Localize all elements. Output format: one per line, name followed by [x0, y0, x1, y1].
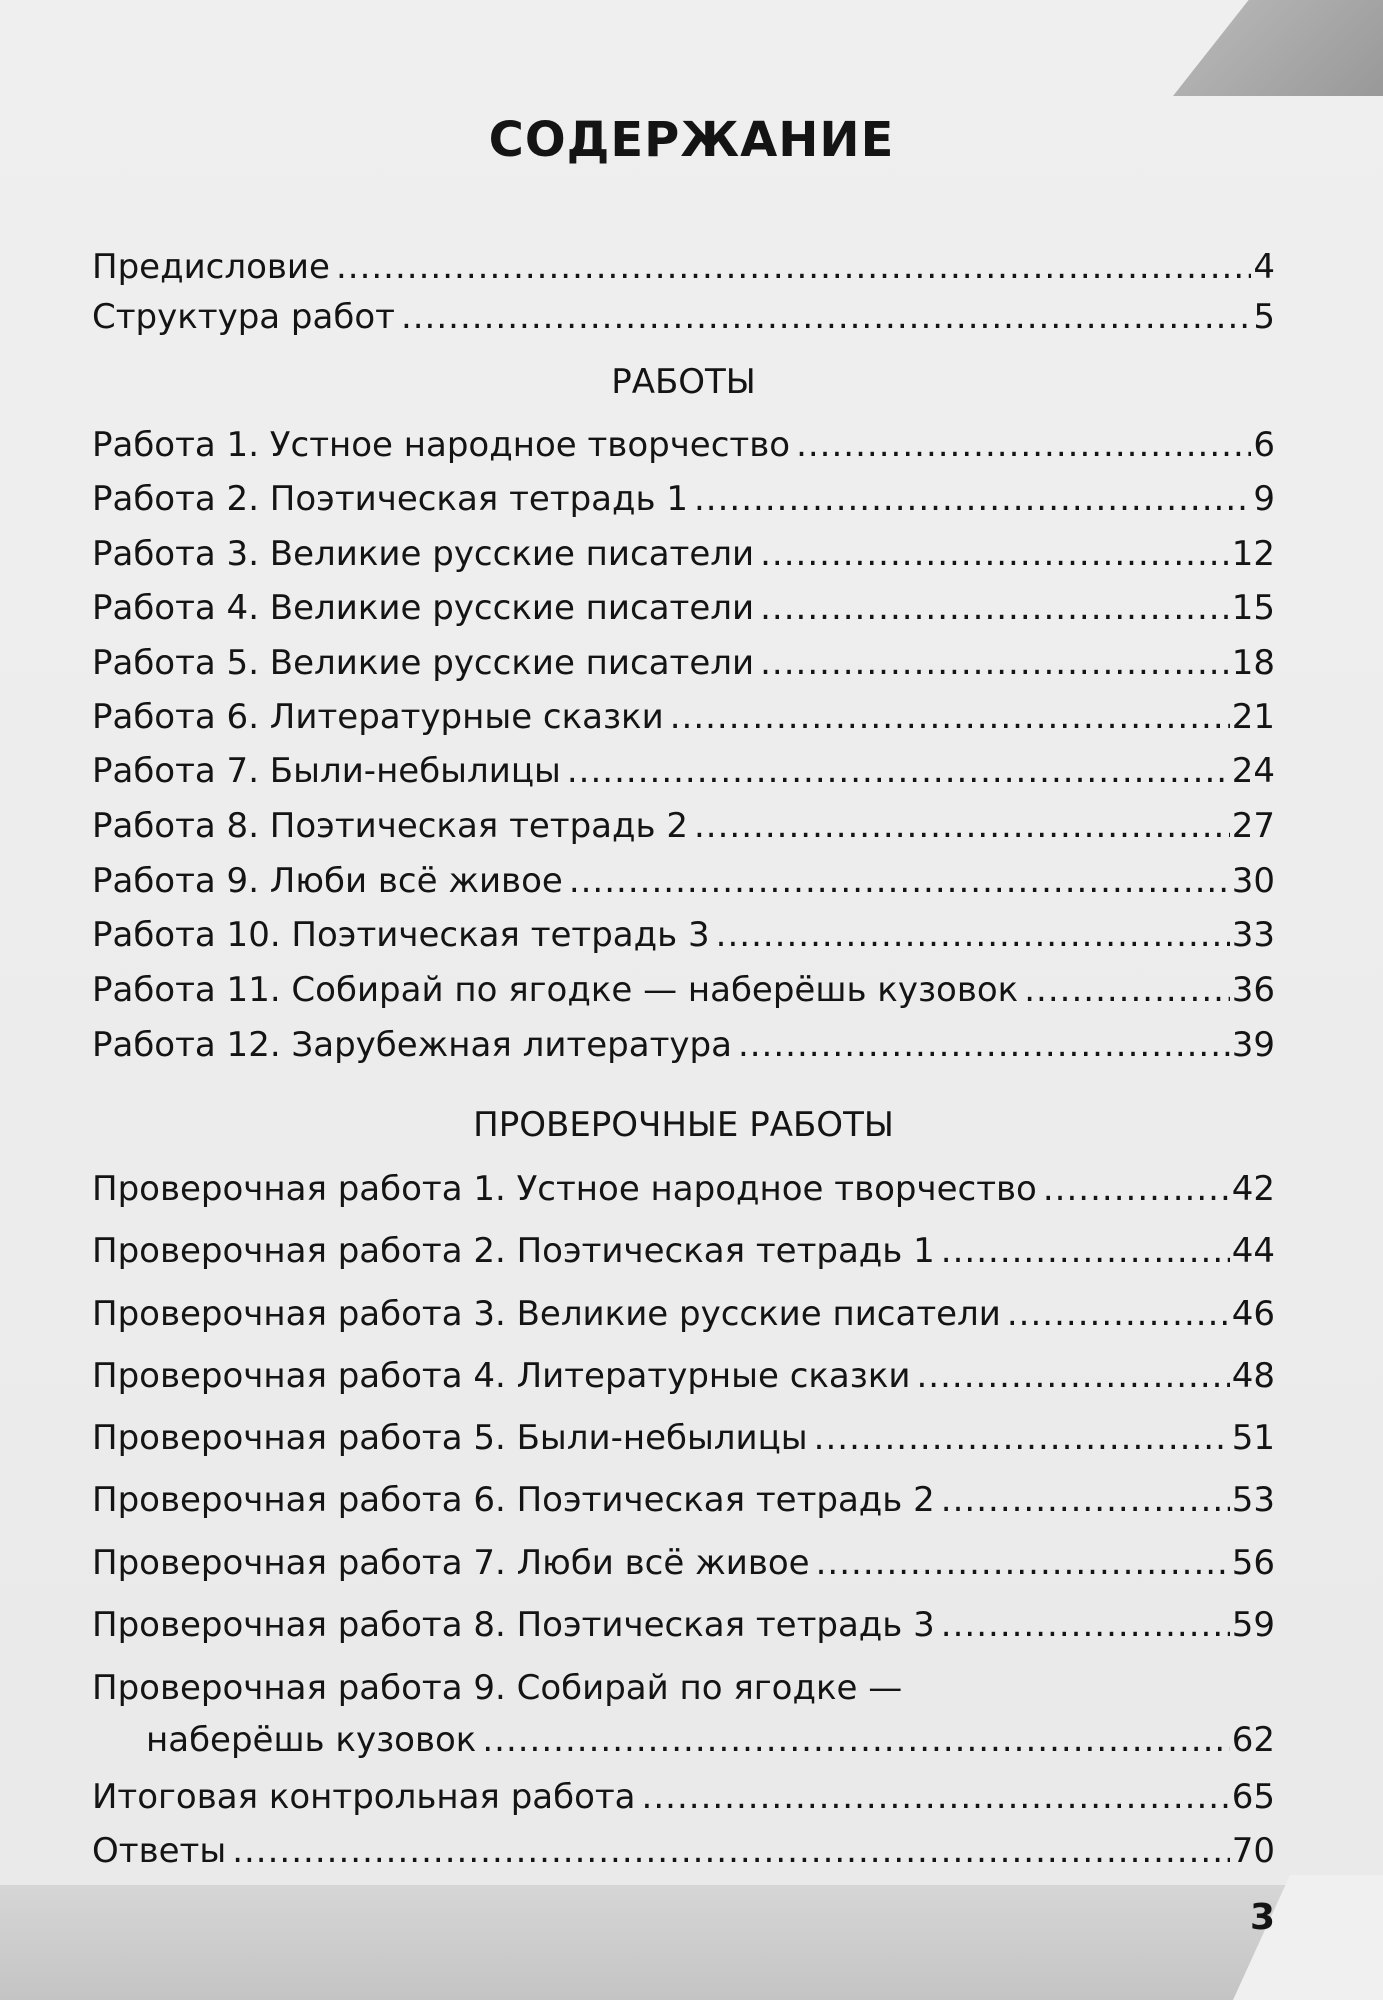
toc-page-number: 62 [1231, 1720, 1275, 1760]
toc-page-number: 9 [1253, 479, 1275, 519]
dot-leader [760, 537, 1230, 571]
toc-page-number: 48 [1231, 1356, 1275, 1396]
toc-item-structure [92, 297, 1275, 337]
toc-item-title: Работа 9. Люби всё живое [92, 861, 563, 901]
toc-item-title: Работа 11. Собирай по ягодке — наберёшь кузовок [92, 970, 1019, 1010]
dot-leader [482, 1723, 1229, 1757]
toc-page-number: 56 [1231, 1543, 1275, 1583]
toc-item-check-7 [92, 1543, 1275, 1583]
corner-decoration [1173, 0, 1383, 96]
toc-page-number: 46 [1231, 1294, 1275, 1334]
toc-item-title: Проверочная работа 6. Поэтическая тетрадь 2 [92, 1480, 935, 1520]
dot-leader [569, 864, 1230, 898]
toc-item-work-9 [92, 861, 1275, 901]
toc-page-number: 15 [1231, 588, 1275, 628]
toc-item-title: Предисловие [92, 247, 330, 287]
toc-item-check-8 [92, 1605, 1275, 1645]
dot-leader [916, 1359, 1229, 1393]
dot-leader [694, 809, 1230, 843]
toc-page-number: 12 [1231, 534, 1275, 574]
toc-page-number: 36 [1231, 970, 1275, 1010]
toc-page-number: 44 [1231, 1231, 1275, 1271]
toc-item-title: Работа 7. Были-небылицы [92, 751, 561, 791]
toc-item-work-3 [92, 534, 1275, 574]
dot-leader [642, 1780, 1230, 1814]
toc-item-title: Работа 10. Поэтическая тетрадь 3 [92, 915, 710, 955]
dot-leader [567, 754, 1230, 788]
dot-leader [336, 250, 1251, 284]
toc-page-number: 39 [1231, 1025, 1275, 1065]
toc-item-title: Работа 12. Зарубежная литература [92, 1025, 732, 1065]
toc-page-number: 65 [1231, 1777, 1275, 1817]
toc-item-work-8 [92, 806, 1275, 846]
toc-item-title: Структура работ [92, 297, 395, 337]
toc-item-check-3 [92, 1294, 1275, 1334]
toc-item-title: Проверочная работа 7. Люби всё живое [92, 1543, 810, 1583]
toc-item-title: Работа 2. Поэтическая тетрадь 1 [92, 479, 688, 519]
toc-item-check-4 [92, 1356, 1275, 1396]
dot-leader [670, 700, 1230, 734]
toc-item-preface [92, 247, 1275, 287]
toc-page-number: 6 [1253, 425, 1275, 465]
toc-item-work-7 [92, 751, 1275, 791]
toc-item-title: Проверочная работа 5. Были-небылицы [92, 1418, 808, 1458]
toc-page-number: 27 [1231, 806, 1275, 846]
section-heading-works: РАБОТЫ [611, 362, 756, 402]
toc-item-title: Проверочная работа 1. Устное народное творчество [92, 1169, 1037, 1209]
dot-leader [401, 300, 1251, 334]
toc-page-number: 21 [1231, 697, 1275, 737]
toc-page-number: 51 [1231, 1418, 1275, 1458]
dot-leader [760, 646, 1230, 680]
toc-item-final-test [92, 1777, 1275, 1817]
toc-item-work-5 [92, 643, 1275, 683]
toc-item-title: Проверочная работа 3. Великие русские писатели [92, 1294, 1001, 1334]
toc-item-title: Работа 1. Устное народное творчество [92, 425, 791, 465]
page-title: СОДЕРЖАНИЕ [488, 112, 895, 168]
toc-page-number: 42 [1231, 1169, 1275, 1209]
dot-leader [738, 1028, 1230, 1062]
dot-leader [760, 591, 1230, 625]
toc-page-number: 24 [1231, 751, 1275, 791]
page-number: 3 [1249, 1897, 1275, 1938]
toc-item-title: Проверочная работа 8. Поэтическая тетрадь 3 [92, 1605, 935, 1645]
toc-item-work-2 [92, 479, 1275, 519]
toc-item-work-10 [92, 915, 1275, 955]
toc-page-number: 70 [1231, 1831, 1275, 1871]
toc-page-number: 4 [1253, 247, 1275, 287]
toc-item-check-5 [92, 1418, 1275, 1458]
toc-item-check-9-line2 [146, 1720, 1275, 1760]
dot-leader [814, 1421, 1230, 1455]
dot-leader [1043, 1172, 1230, 1206]
dot-leader [796, 428, 1251, 462]
toc-item-title: Работа 4. Великие русские писатели [92, 588, 755, 628]
toc-page-number: 33 [1231, 915, 1275, 955]
toc-item-check-9-line1: Проверочная работа 9. Собирай по ягодке — [92, 1668, 903, 1708]
dot-leader [716, 918, 1230, 952]
bottom-band [0, 1885, 1383, 2000]
toc-item-title: Работа 6. Литературные сказки [92, 697, 664, 737]
toc-item-title: наберёшь кузовок [146, 1720, 477, 1760]
dot-leader [232, 1834, 1230, 1868]
toc-item-title: Ответы [92, 1831, 227, 1871]
dot-leader [941, 1608, 1230, 1642]
toc-item-title: Проверочная работа 4. Литературные сказки [92, 1356, 911, 1396]
toc-item-work-11 [92, 970, 1275, 1010]
toc-item-title: Работа 8. Поэтическая тетрадь 2 [92, 806, 688, 846]
section-heading-checks: ПРОВЕРОЧНЫЕ РАБОТЫ [473, 1105, 894, 1145]
dot-leader [816, 1546, 1230, 1580]
dot-leader [1024, 973, 1230, 1007]
toc-item-work-1 [92, 425, 1275, 465]
toc-page-number: 30 [1231, 861, 1275, 901]
toc-item-work-12 [92, 1025, 1275, 1065]
toc-item-check-2 [92, 1231, 1275, 1271]
toc-page-number: 53 [1231, 1480, 1275, 1520]
dot-leader [941, 1483, 1230, 1517]
dot-leader [941, 1234, 1230, 1268]
toc-item-title: Работа 5. Великие русские писатели [92, 643, 755, 683]
toc-item-work-4 [92, 588, 1275, 628]
toc-item-title: Работа 3. Великие русские писатели [92, 534, 755, 574]
toc-item-check-1 [92, 1169, 1275, 1209]
toc-item-check-6 [92, 1480, 1275, 1520]
dot-leader [1007, 1297, 1230, 1331]
toc-item-title: Проверочная работа 2. Поэтическая тетрадь 1 [92, 1231, 935, 1271]
toc-page-number: 5 [1253, 297, 1275, 337]
toc-item-title: Итоговая контрольная работа [92, 1777, 636, 1817]
toc-item-answers [92, 1831, 1275, 1871]
toc-page-number: 59 [1231, 1605, 1275, 1645]
dot-leader [694, 482, 1251, 516]
toc-item-work-6 [92, 697, 1275, 737]
toc-page-number: 18 [1231, 643, 1275, 683]
